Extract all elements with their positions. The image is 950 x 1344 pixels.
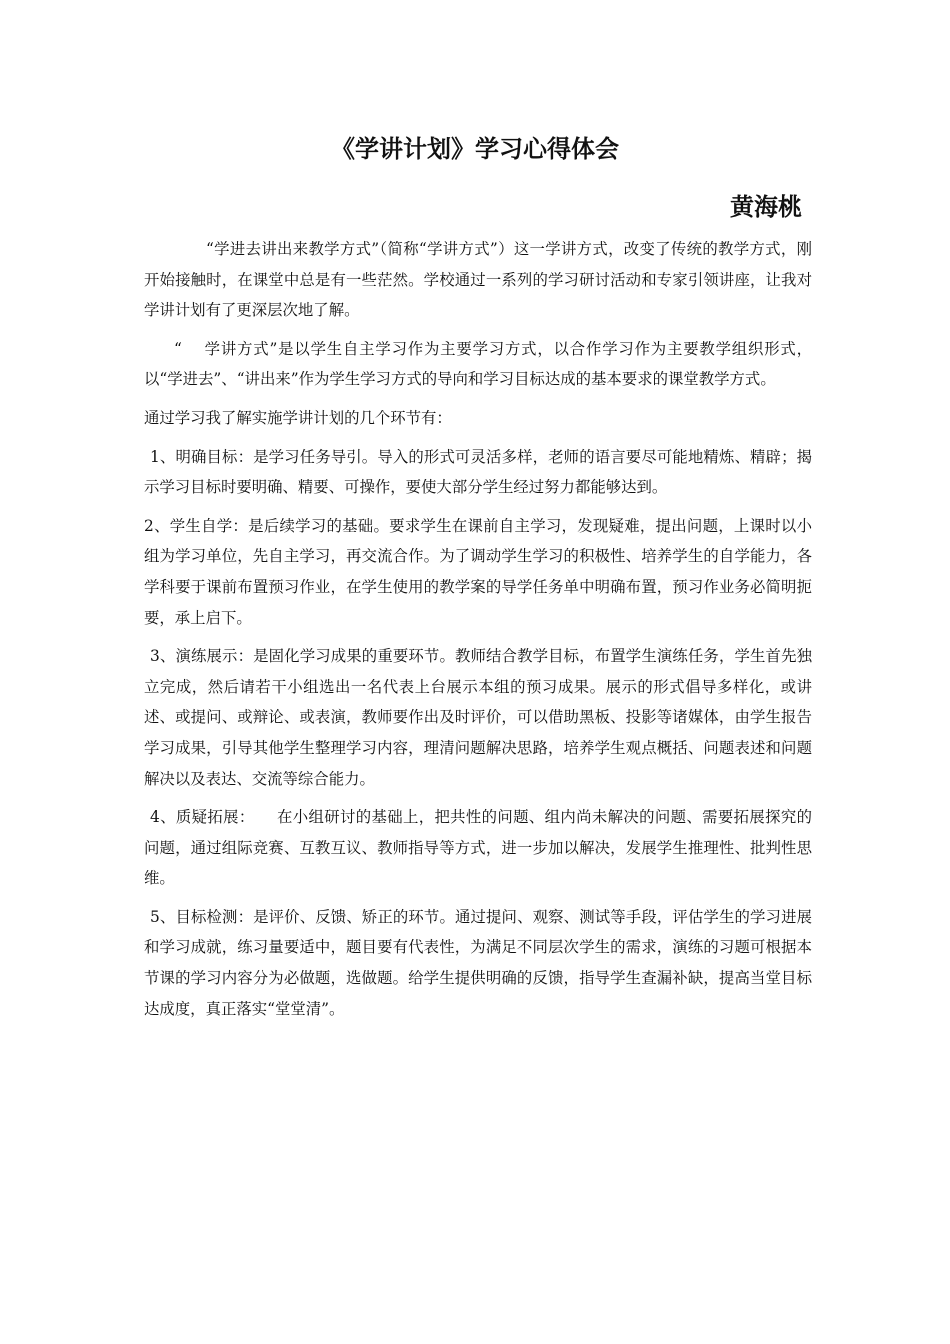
step-paragraph [144, 511, 812, 633]
author-name: 黄海桃 [730, 193, 802, 221]
step-paragraph [144, 802, 812, 894]
definition-open-quote: “ [174, 339, 182, 358]
step-label: 1、明确目标： [150, 447, 254, 466]
step-text: 是评价、反馈、矫正的环节。通过提问、观察、测试等手段，评估学生的学习进展和学习成就，练习量要适中，题目要有代表性，为满足不同层次学生的需求，演练的习题可根据本节课的学习内容分为必做题，选做题。给学生提供明确的反馈，指导学生查漏补缺，提高当堂目标达成度，真正落实“堂堂清”。 [144, 907, 812, 1018]
document-body [144, 234, 812, 1032]
step-label: 5、目标检测： [150, 907, 254, 926]
step-text: 是固化学习成果的重要环节。教师结合教学目标，布置学生演练任务，学生首先独立完成，然后请若干小组选出一名代表上台展示本组的预习成果。展示的形式倡导多样化，或讲述、或提问、或辩论、或表演，教师要作出及时评价，可以借助黑板、投影等诸媒体，由学生报告学习成果，引导其他学生整理学习内容，理清问题解决思路，培养学生观点概括、问题表述和问题解决以及表达、交流等综合能力。 [144, 647, 812, 788]
step-paragraph [144, 641, 812, 794]
step-paragraph [144, 902, 812, 1024]
steps-intro: 通过学习我了解实施学讲计划的几个环节有： [144, 408, 452, 427]
step-label: 3、演练展示： [150, 647, 254, 666]
intro-paragraph: “学进去讲出来教学方式”（简称“学讲方式”）这一学讲方式，改变了传统的教学方式，刚开始接触时，在课堂中总是有一些茫然。学校通过一系列的学习研讨活动和专家引领讲座，让我对学讲计划有了更深层次地了解。 [144, 240, 812, 320]
definition-paragraph [144, 334, 812, 395]
step-label: 4、质疑拓展： [150, 808, 255, 827]
step-text: 是后续学习的基础。要求学生在课前自主学习，发现疑难，提出问题，上课时以小组为学习单位，先自主学习，再交流合作。为了调动学生学习的积极性、培养学生的自学能力，各学科要于课前布置预习作业，在学生使用的教学案的导学任务单中明确布置，预习作业务必简明扼要，承上启下。 [144, 516, 812, 627]
step-text: 是学习任务导引。导入的形式可灵活多样，老师的语言要尽可能地精炼、精辟；揭示学习目标时要明确、精要、可操作，要使大部分学生经过努力都能够达到。 [144, 447, 812, 497]
step-text: 在小组研讨的基础上，把共性的问题、组内尚未解决的问题、需要拓展探究的问题，通过组际竞赛、互教互议、教师指导等方式，进一步加以解决，发展学生推理性、批判性思维。 [144, 808, 812, 888]
step-paragraph [144, 442, 812, 503]
definition-text: 学讲方式”是以学生自主学习作为主要学习方式，以合作学习作为主要教学组织形式，以“学进去”、“讲出来”作为学生学习方式的导向和学习目标达成的基本要求的课堂教学方式。 [144, 339, 812, 389]
step-label: 2、学生自学： [144, 516, 249, 535]
document-title: 《学讲计划》学习心得体会 [331, 135, 619, 163]
